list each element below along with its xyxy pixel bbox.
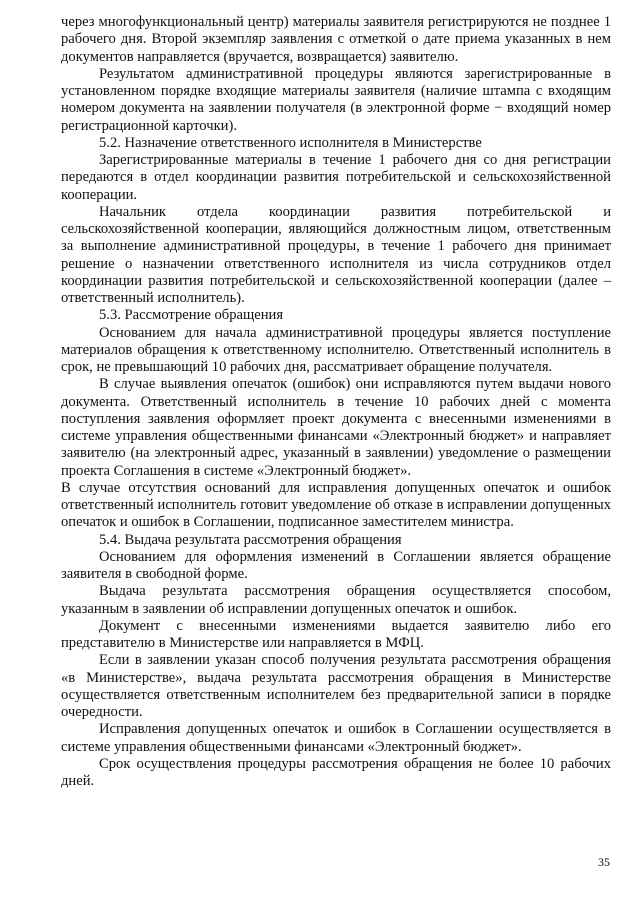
paragraph-registration-deadline: через многофункциональный центр) материалы заявителя регистрируются не позднее 1 рабочего дня. Второй экземпляр заявления с отметкой о дате приема указанных в нем документов направляется (вручается, возвращается) заявителю. [61, 14, 611, 65]
paragraph-procedure-term: Срок осуществления процедуры рассмотрения обращения не более 10 рабочих дней. [61, 755, 611, 789]
paragraph-department-head-decision: Начальник отдела координации развития потребительской и сельскохозяйственной кооперации, являющийся должностным лицом, ответственным за выполнение административной процедуры, в течение 1 рабочего дня принимает решение о назначении ответственного исполнителя из числа сотрудников отдел координации развития потребительской и сельскохозяйственной кооперации (далее – ответственный исполнитель). [61, 203, 611, 306]
section-heading-5-2: 5.2. Назначение ответственного исполнителя в Министерстве [99, 134, 482, 151]
paragraph-errors-found: В случае выявления опечаток (ошибок) они исправляются путем выдачи нового документа. Ответственный исполнитель в течение 10 рабочих дней с момента поступления заявления оформляет проект документа с внесенными изменениями в системе управления общественными финансами «Электронный бюджет» и направляет заявителю (на электронный адрес, указанный в заявлении) уведомление о размещении проекта Соглашения в системе «Электронный бюджет». [61, 376, 611, 479]
paragraph-delivery-method: Выдача результата рассмотрения обращения осуществляется способом, указанным в заявлении об исправлении допущенных опечаток и ошибок. [61, 583, 611, 617]
paragraph-refusal-notice: В случае отсутствия оснований для исправления допущенных опечаток и ошибок ответственный исполнитель готовит уведомление об отказе в исправлении допущенных опечаток и ошибок в Соглашении, подписанное заместителем министра. [61, 479, 611, 531]
paragraph-corrections-system: Исправления допущенных опечаток и ошибок в Соглашении осуществляется в системе управления общественными финансами «Электронный бюджет». [61, 721, 611, 755]
section-heading-5-3: 5.3. Рассмотрение обращения [99, 307, 284, 324]
paragraph-transfer-to-department: Зарегистрированные материалы в течение 1 рабочего дня со дня регистрации передаются в отдел координации развития потребительской и сельскохозяйственной кооперации. [61, 152, 611, 203]
section-heading-5-4: 5.4. Выдача результата рассмотрения обращения [99, 531, 402, 548]
paragraph-document-issuance: Документ с внесенными изменениями выдается заявителю либо его представителю в Министерстве или направляется в МФЦ. [61, 617, 611, 651]
document-page [61, 14, 611, 790]
paragraph-review-basis: Основанием для начала административной процедуры является поступление материалов обращения к ответственному исполнителю. Ответственный исполнитель в срок, не превышающий 10 рабочих дня, рассматривает обращение получателя. [61, 324, 611, 375]
paragraph-in-ministry-delivery: Если в заявлении указан способ получения результата рассмотрения обращения «в Министерстве», выдача результата рассмотрения обращения в Министерстве осуществляется ответственным исполнителем без предварительной записи в порядке очередности. [61, 652, 611, 720]
paragraph-amendment-basis: Основанием для оформления изменений в Соглашении является обращение заявителя в свободной форме. [61, 548, 611, 582]
page-number: 35 [598, 855, 610, 869]
paragraph-procedure-result: Результатом административной процедуры являются зарегистрированные в установленном порядке входящие материалы заявителя (наличие штампа с входящим номером документа на заявлении получателя (в электронной форме − входящий номер регистрационной карточки). [61, 65, 611, 134]
